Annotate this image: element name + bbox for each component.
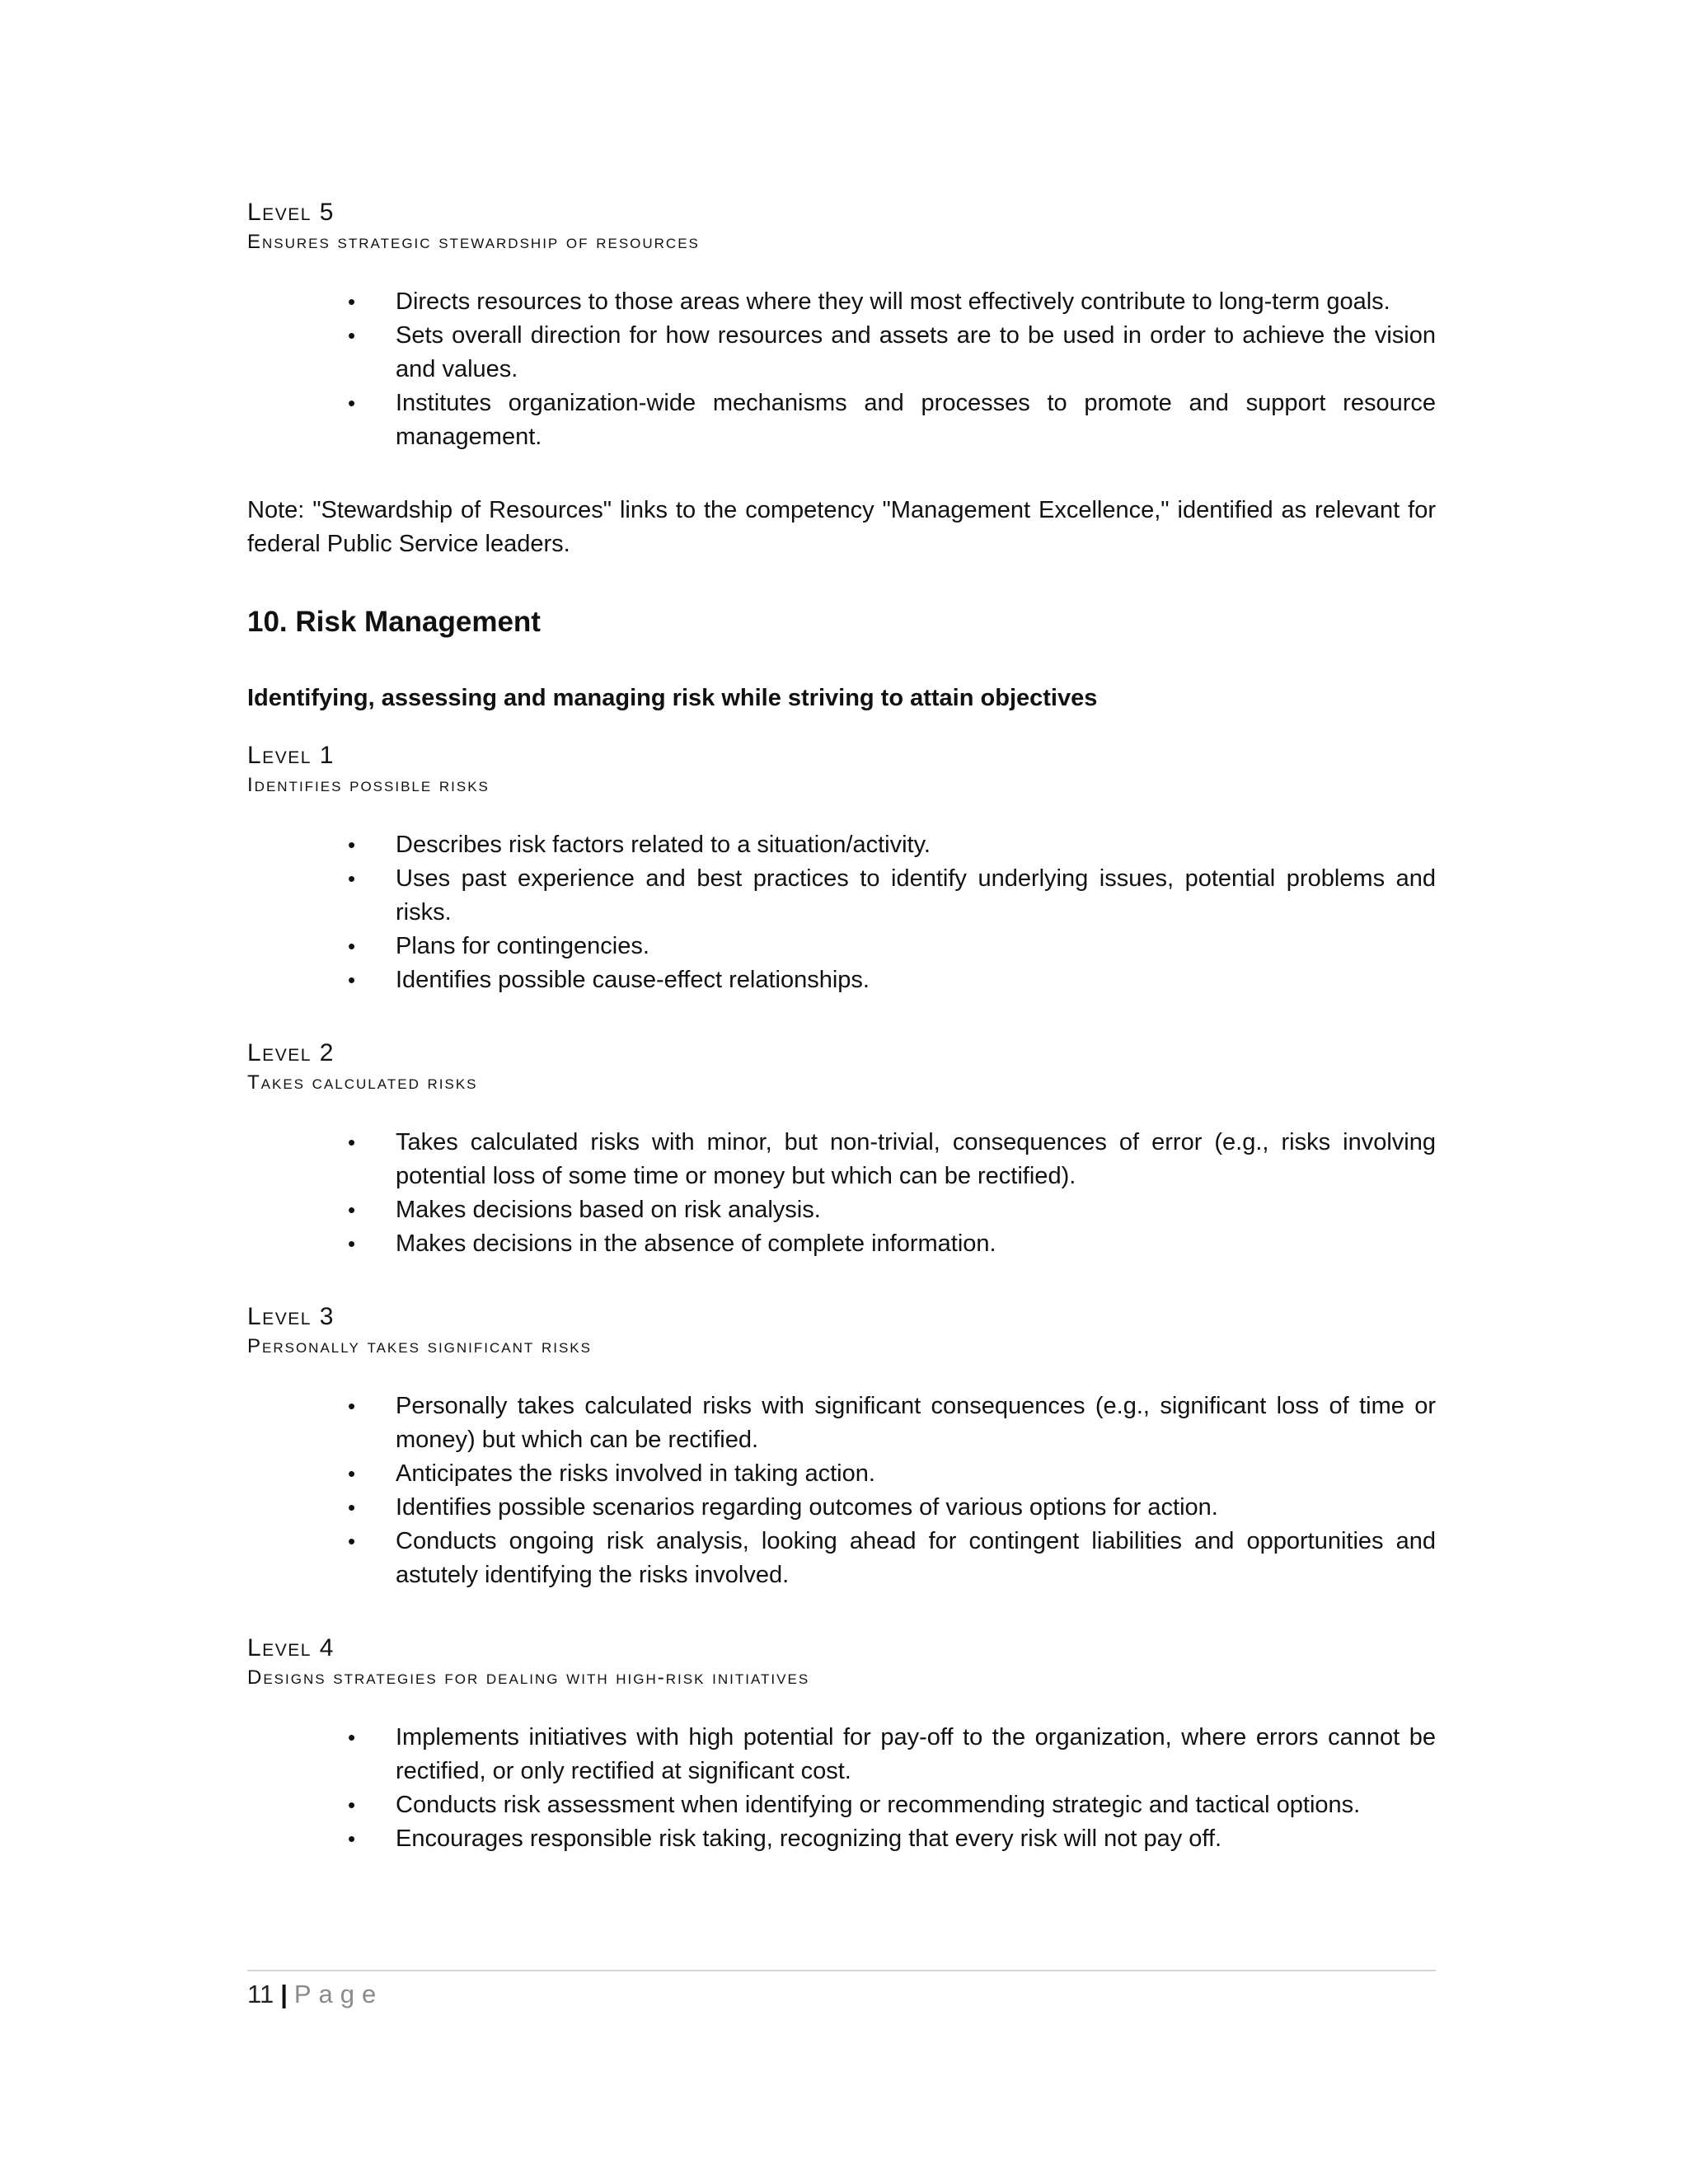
bullet-icon: • xyxy=(348,1231,356,1256)
bullet-list xyxy=(247,285,1436,454)
level-2-block xyxy=(247,1037,1436,1261)
note-paragraph: Note: "Stewardship of Resources" links to the competency "Management Excellence," identified as relevant for federal Public Service leaders. xyxy=(247,497,1436,557)
bullet-icon: • xyxy=(348,934,356,958)
level-title: Level 3 xyxy=(247,1303,335,1330)
bullet-list xyxy=(247,828,1436,997)
page-footer xyxy=(247,1970,1436,2013)
bullet-icon: • xyxy=(348,1495,356,1520)
list-item: • Makes decisions based on risk analysis. xyxy=(396,1193,1436,1227)
list-item: • Conducts risk assessment when identifying or recommending strategic and tactical options. xyxy=(396,1788,1436,1822)
list-item: • Takes calculated risks with minor, but non-trivial, consequences of error (e.g., risks involving potential loss of some time or money but which can be rectified). xyxy=(396,1126,1436,1193)
list-item: • Institutes organization-wide mechanisms and processes to promote and support resource management. xyxy=(396,387,1436,454)
bullet-list xyxy=(247,1721,1436,1856)
bullet-icon: • xyxy=(348,1197,356,1222)
level-subtitle: Identifies possible risks xyxy=(247,774,490,796)
bullet-icon: • xyxy=(348,1461,356,1486)
page-number: 11 xyxy=(247,1980,274,2008)
bullet-icon: • xyxy=(348,323,356,348)
level-subtitle: Takes calculated risks xyxy=(247,1071,478,1094)
level-subtitle: Designs strategies for dealing with high-risk initiatives xyxy=(247,1666,810,1689)
level-1-block xyxy=(247,739,1436,997)
list-item: • Anticipates the risks involved in taking action. xyxy=(396,1457,1436,1491)
level-3-block xyxy=(247,1301,1436,1592)
list-item: • Makes decisions in the absence of complete information. xyxy=(396,1227,1436,1261)
level-4-block xyxy=(247,1632,1436,1856)
level-title: Level 1 xyxy=(247,742,335,769)
level-subtitle: Personally takes significant risks xyxy=(247,1335,592,1357)
level-title: Level 2 xyxy=(247,1039,335,1066)
bullet-icon: • xyxy=(348,1725,356,1750)
bullet-icon: • xyxy=(348,1394,356,1418)
bullet-icon: • xyxy=(348,1529,356,1554)
footer-separator: | xyxy=(280,1980,288,2008)
document-page xyxy=(247,196,1436,1896)
list-item: • Directs resources to those areas where they will most effectively contribute to long-term goals. xyxy=(396,285,1436,319)
section-heading: 10. Risk Management xyxy=(247,606,541,638)
list-item: • Personally takes calculated risks with significant consequences (e.g., significant loss of time or money) but which can be rectified. xyxy=(396,1390,1436,1457)
list-item: • Implements initiatives with high potential for pay-off to the organization, where errors cannot be rectified, or only rectified at significant cost. xyxy=(396,1721,1436,1788)
bullet-icon: • xyxy=(348,1793,356,1817)
bullet-icon: • xyxy=(348,866,356,891)
bullet-icon: • xyxy=(348,1826,356,1851)
bullet-icon: • xyxy=(348,391,356,415)
level-5-block xyxy=(247,196,1436,454)
bullet-list xyxy=(247,1390,1436,1592)
page-label: Page xyxy=(293,1980,384,2008)
list-item: • Describes risk factors related to a situation/activity. xyxy=(396,828,1436,862)
list-item: • Uses past experience and best practices to identify underlying issues, potential problems and risks. xyxy=(396,862,1436,930)
bullet-icon: • xyxy=(348,1130,356,1155)
level-subtitle: Ensures strategic stewardship of resources xyxy=(247,231,700,253)
list-item: • Conducts ongoing risk analysis, looking ahead for contingent liabilities and opportunities and astutely identifying the risks involved. xyxy=(396,1525,1436,1592)
bullet-icon: • xyxy=(348,968,356,992)
section-definition: Identifying, assessing and managing risk while striving to attain objectives xyxy=(247,685,1098,711)
level-title: Level 5 xyxy=(247,199,335,226)
list-item: • Sets overall direction for how resources and assets are to be used in order to achieve the vision and values. xyxy=(396,319,1436,387)
list-item: • Identifies possible scenarios regarding outcomes of various options for action. xyxy=(396,1491,1436,1525)
bullet-icon: • xyxy=(348,832,356,857)
list-item: • Identifies possible cause-effect relationships. xyxy=(396,963,1436,997)
bullet-list xyxy=(247,1126,1436,1261)
list-item: • Encourages responsible risk taking, recognizing that every risk will not pay off. xyxy=(396,1822,1436,1856)
bullet-icon: • xyxy=(348,289,356,314)
level-title: Level 4 xyxy=(247,1634,335,1661)
list-item: • Plans for contingencies. xyxy=(396,930,1436,963)
